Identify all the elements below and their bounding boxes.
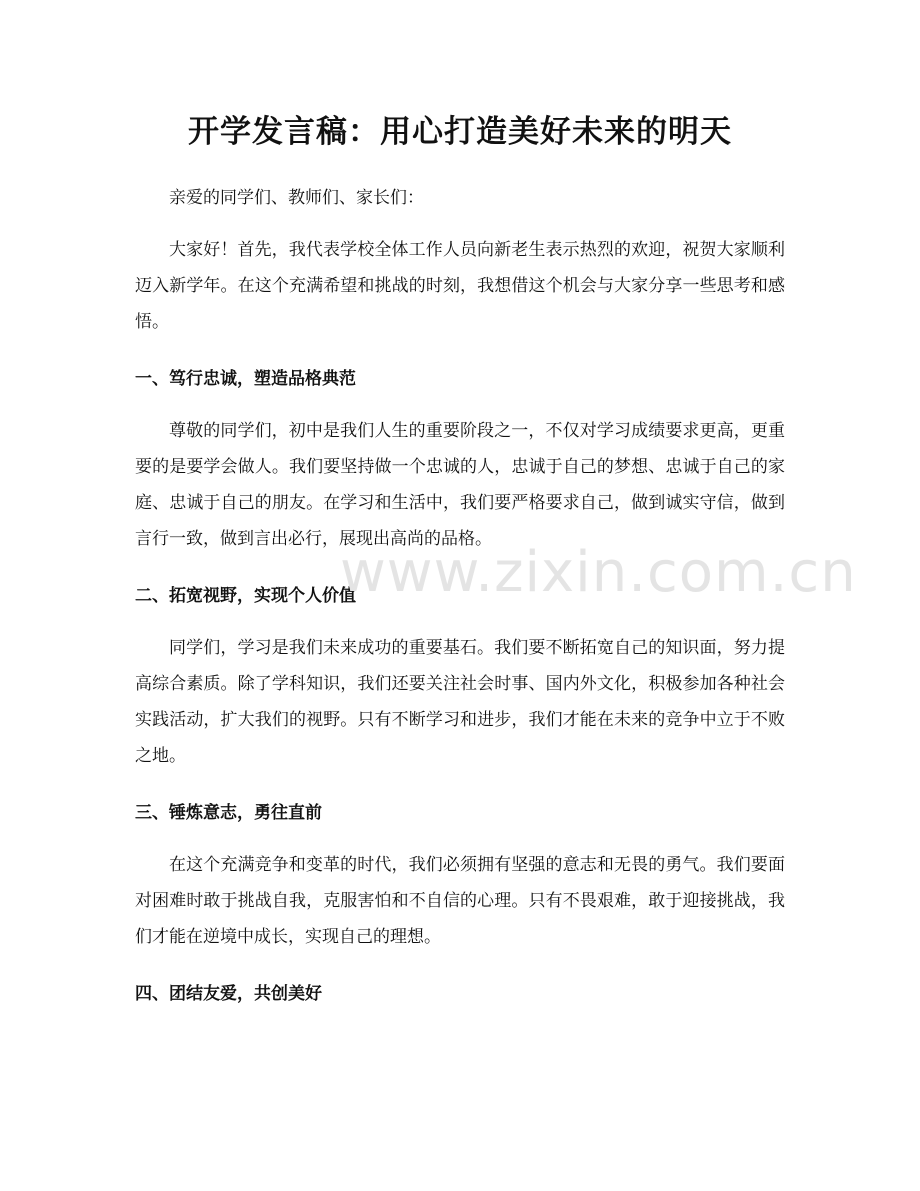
intro-paragraph: 大家好！首先，我代表学校全体工作人员向新老生表示热烈的欢迎，祝贺大家顺利迈入新学年。在这个充满希望和挑战的时刻，我想借这个机会与大家分享一些思考和感悟。: [135, 240, 785, 332]
section-4-heading: 四、团结友爱，共创美好: [135, 984, 322, 1004]
section-1-heading: 一、笃行忠诚，塑造品格典范: [135, 369, 356, 389]
section-3-paragraph: 在这个充满竞争和变革的时代，我们必须拥有坚强的意志和无畏的勇气。我们要面对困难时敢于挑战自我，克服害怕和不自信的心理。只有不畏艰难，敢于迎接挑战，我们才能在逆境中成长，实现自己的理想。: [135, 855, 785, 947]
page-title: 开学发言稿：用心打造美好未来的明天: [188, 114, 732, 150]
watermark-text: www.zixin.com.cn: [340, 540, 857, 605]
section-3-heading: 三、锤炼意志，勇往直前: [135, 803, 322, 823]
section-1-paragraph: 尊敬的同学们，初中是我们人生的重要阶段之一，不仅对学习成绩要求更高，更重要的是要学会做人。我们要坚持做一个忠诚的人，忠诚于自己的梦想、忠诚于自己的家庭、忠诚于自己的朋友。在学习和生活中，我们要严格要求自己，做到诚实守信，做到言行一致，做到言出必行，展现出高尚的品格。: [135, 421, 785, 549]
document-body: [135, 180, 785, 1028]
section-2-paragraph: 同学们，学习是我们未来成功的重要基石。我们要不断拓宽自己的知识面，努力提高综合素质。除了学科知识，我们还要关注社会时事、国内外文化，积极参加各种社会实践活动，扩大我们的视野。只有不断学习和进步，我们才能在未来的竞争中立于不败之地。: [135, 638, 785, 766]
section-2-heading: 二、拓宽视野，实现个人价值: [135, 586, 356, 606]
greeting-paragraph: 亲爱的同学们、教师们、家长们：: [169, 188, 424, 208]
